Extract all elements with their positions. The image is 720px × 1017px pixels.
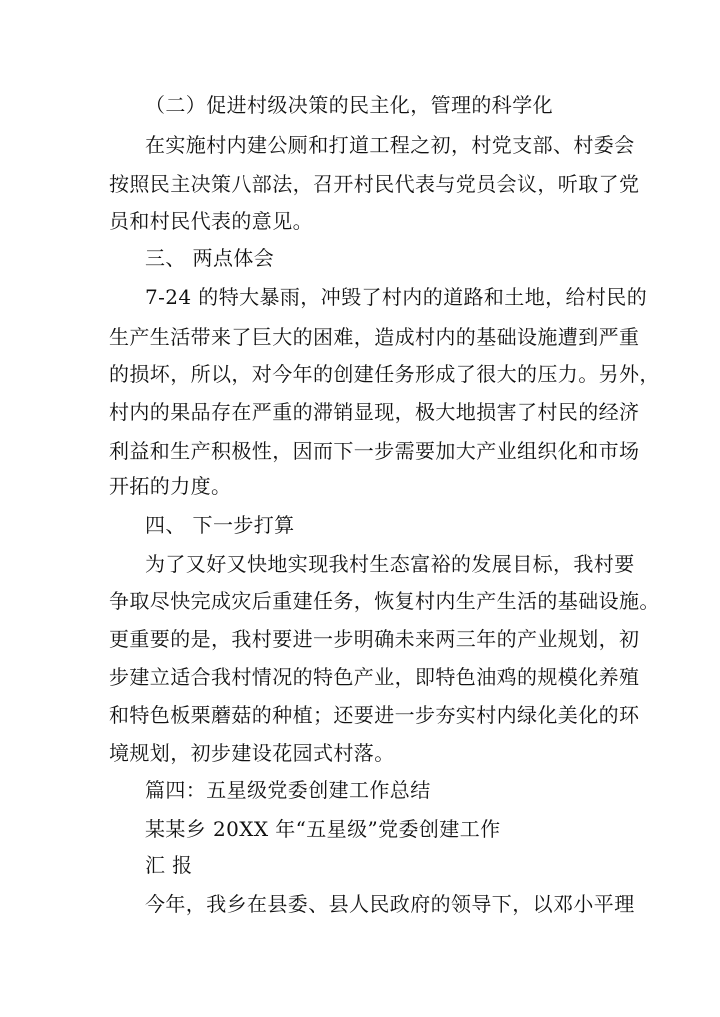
paragraph-line: 更重要的是，我村要进一步明确未来两三年的产业规划，初 xyxy=(109,627,640,651)
report-subtitle: 汇 报 xyxy=(145,853,193,877)
chapter-heading: 篇四：五星级党委创建工作总结 xyxy=(145,778,431,802)
paragraph-line: 7-24 的特大暴雨，冲毁了村内的道路和土地，给村民的 xyxy=(145,285,648,309)
paragraph-line: 村内的果品存在严重的滞销显现，极大地损害了村民的经济 xyxy=(109,400,640,424)
paragraph-line: 步建立适合我村情况的特色产业，即特色油鸡的规模化养殖 xyxy=(109,665,640,689)
paragraph-line: 争取尽快完成灾后重建任务，恢复村内生产生活的基础设施。 xyxy=(109,589,660,613)
paragraph-line: 按照民主决策八部法，召开村民代表与党员会议，听取了党 xyxy=(109,172,640,196)
section-heading-decision: （二）促进村级决策的民主化，管理的科学化 xyxy=(145,93,553,117)
section-heading-next-steps: 四、 下一步打算 xyxy=(145,513,295,537)
paragraph-line: 和特色板栗蘑菇的种植；还要进一步夯实村内绿化美化的环 xyxy=(109,703,640,727)
paragraph-line: 今年，我乡在县委、县人民政府的领导下，以邓小平理 xyxy=(145,892,635,916)
paragraph-line: 员和村民代表的意见。 xyxy=(109,209,313,233)
section-heading-experience: 三、 两点体会 xyxy=(145,246,275,270)
paragraph-line: 利益和生产积极性，因而下一步需要加大产业组织化和市场 xyxy=(109,439,640,463)
paragraph-line: 在实施村内建公厕和打道工程之初，村党支部、村委会 xyxy=(145,133,635,157)
paragraph-line: 生产生活带来了巨大的困难，造成村内的基础设施遭到严重 xyxy=(109,325,640,349)
paragraph-line: 为了又好又快地实现我村生态富裕的发展目标，我村要 xyxy=(145,552,635,576)
report-title: 某某乡 20XX 年“五星级”党委创建工作 xyxy=(145,817,501,841)
paragraph-line: 的损坏，所以，对今年的创建任务形成了很大的压力。另外， xyxy=(109,362,660,386)
paragraph-line: 开拓的力度。 xyxy=(109,474,232,498)
paragraph-line: 境规划，初步建设花园式村落。 xyxy=(109,741,395,765)
